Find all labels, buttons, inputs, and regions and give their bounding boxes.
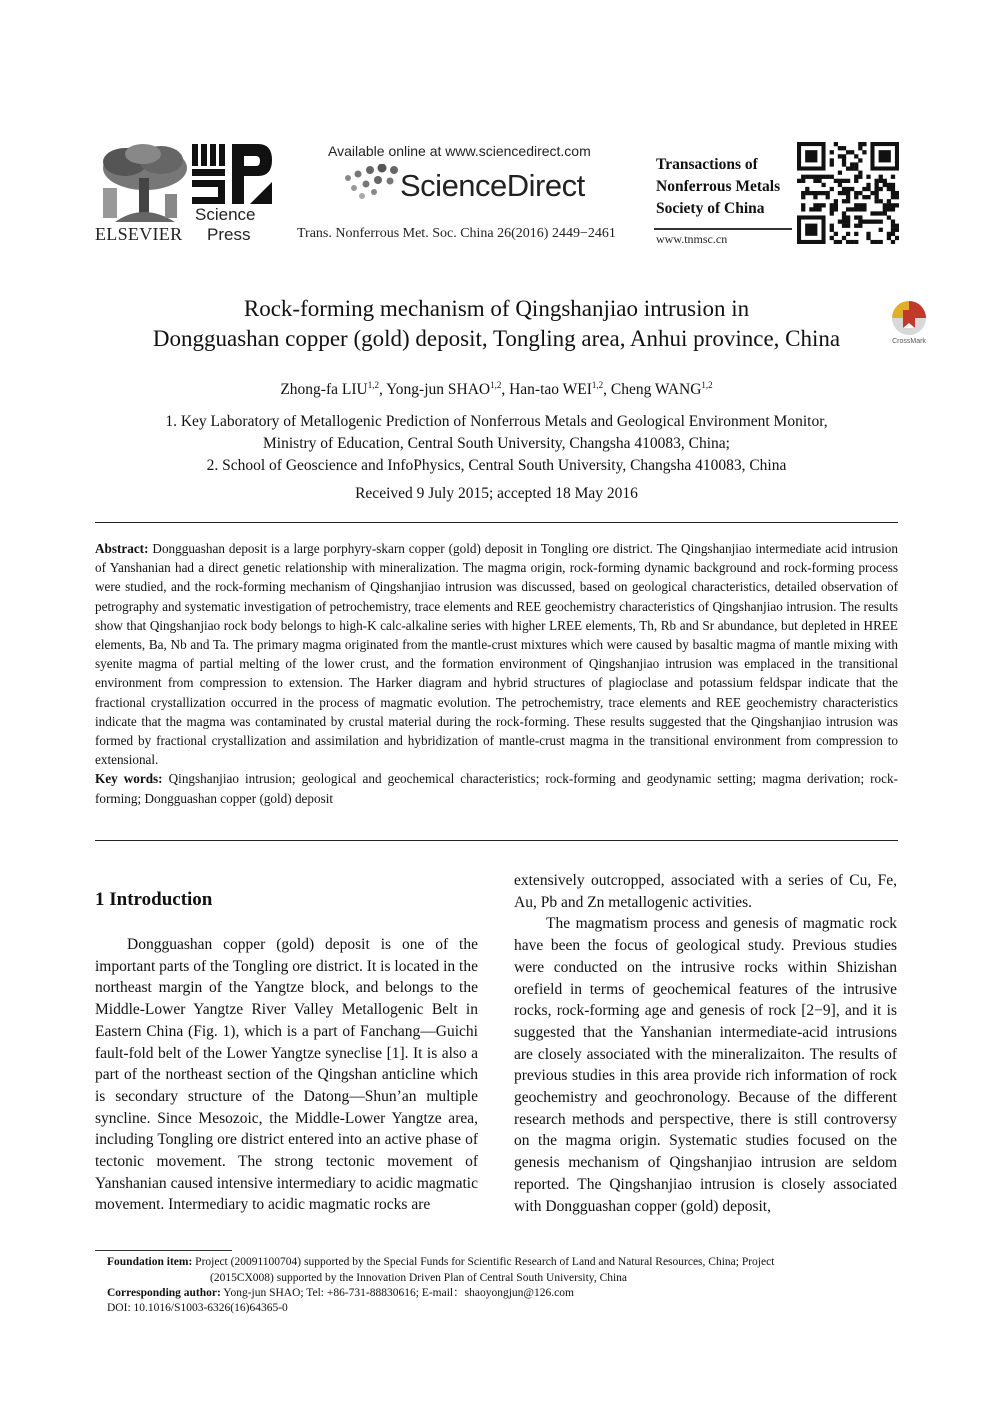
journal-title-line-3: Society of China [656, 200, 765, 217]
article-title [95, 294, 898, 354]
author-affiliation-mark: 1,2 [701, 380, 713, 390]
crossmark-icon [886, 298, 932, 338]
doi-footnote: DOI: 10.1016/S1003-6326(16)64365-0 [107, 1302, 288, 1314]
keywords-paragraph [95, 769, 898, 807]
keywords-text: Qingshanjiao intrusion; geological and geochemical characteristics; rock-forming and geodynamic setting; magma derivation; rock-forming; Dongguashan copper (gold) deposit [95, 771, 898, 806]
journal-reference: Trans. Nonferrous Met. Soc. China 26(2016) 2449−2461 [297, 226, 616, 241]
foundation-text-2: (2015CX008) supported by the Innovation Driven Plan of Central South University, China [210, 1271, 628, 1284]
author-affiliation-mark: 1,2 [367, 380, 379, 390]
author-name: Cheng WANG [610, 381, 702, 398]
available-online-text: Available online at www.sciencedirect.com [328, 143, 591, 159]
journal-title-line-2: Nonferrous Metals [656, 178, 781, 195]
received-dates: Received 9 July 2015; accepted 18 May 2016 [355, 485, 638, 502]
section-heading-introduction: 1 Introduction [95, 889, 213, 910]
author-affiliation-mark: 1,2 [591, 380, 604, 390]
sciencedirect-dots-icon [342, 164, 404, 202]
journal-title-line-1: Transactions of [656, 156, 758, 173]
science-press-word-2: Press [207, 225, 251, 244]
right-column [514, 870, 897, 1217]
corresponding-label: Corresponding author: [107, 1287, 221, 1299]
crossmark-label: CrossMark [892, 338, 926, 345]
abstract-bottom-rule [95, 840, 898, 841]
author-name: Zhong-fa LIU [280, 381, 368, 398]
article-title-line-1: Rock-forming mechanism of Qingshanjiao intrusion in [243, 296, 750, 321]
foundation-footnote [107, 1255, 898, 1286]
keywords-label: Key words: [95, 771, 163, 787]
crossmark-badge[interactable] [886, 298, 932, 350]
foundation-text-1: Project (20091100704) supported by the Special Funds for Scientific Research of Land and Natural Resources, China; Project [195, 1256, 775, 1268]
journal-title [656, 154, 796, 220]
journal-title-rule [654, 228, 792, 230]
abstract-paragraph [95, 539, 898, 769]
affiliation-line-3: 2. School of Geoscience and InfoPhysics, Central South University, Changsha 410083, China [206, 457, 787, 474]
abstract-top-rule [95, 522, 898, 523]
journal-header [95, 138, 898, 250]
science-press-word-1: Science [195, 205, 256, 224]
sciencedirect-wordmark: ScienceDirect [400, 168, 585, 203]
author-name: Han-tao WEI [509, 381, 592, 398]
left-column [95, 934, 478, 1216]
corresponding-author-footnote [107, 1286, 898, 1302]
author-list: Zhong-fa LIU$^{1,2}$, Yong-jun SHAO$^{1,2}$, Han-tao WEI$^{1,2}$, Cheng WANG$^{1,2}$ [280, 380, 713, 398]
abstract-block [95, 539, 898, 808]
abstract-text: Dongguashan deposit is a large porphyry-skarn copper (gold) deposit in Tongling ore district. The Qingshanjiao intermediate acid intrusion of Yanshanian had a direct genetic relationship with mineralization. The magma origin, rock-forming dynamic background and rock-forming process were studied, and the rock-forming mechanism of Qingshanjiao intrusion was discussed, based on geological characteristics, detailed observation of petrography and systematic investigation of petrochemistry, trace elements and REE geochemistry characteristics of Qingshanjiao intrusion. The results show that Qingshanjiao rock body belongs to high-K calc-alkaline series with higher LREE elements, Th, Rb and Sr abundance, but depleted in HREE elements, Ba, Nb and Ta. The primary magma originated from the mantle-crust mixtures which were caused by basaltic magma of mantle mixing with syenite magma of partial melting of the lower crust, and the formation environment of Qingshanjiao intrusion was emplaced in the transitional environment from compression to extension. The Harker diagram and hybrid structures of plagioclase and potassium feldspar indicate that the fractional crystallization occurred in the process of magmatic evolution. The petrochemistry, trace elements and REE geochemistry characteristics indicate that the magma was contaminated by crustal material during the rock-forming. These results suggested that the Qingshanjiao intrusion was formed by fractional crystallization and assimilation and hybridization of mantle-crust magma in the transitional environment from compression to extensional. [95, 541, 898, 768]
corresponding-text: Yong-jun SHAO; Tel: +86-731-88830616; E-mail：shaoyongjun@126.com [223, 1287, 574, 1299]
affiliation-line-2: Ministry of Education, Central South University, Changsha 410083, China; [263, 435, 730, 452]
affiliation-line-1: 1. Key Laboratory of Metallogenic Prediction of Nonferrous Metals and Geological Environment Monitor, [165, 413, 828, 430]
body-paragraph: The magmatism process and genesis of magmatic rock have been the focus of geological study. Previous studies were conducted on the intrusive rocks within Shizishan orefield in terms of geochemical features of the intrusive rocks, rock-forming age and genesis of rock [2−9], and it is suggested that the Yanshanian intermediate-acid intrusions are closely associated with the mineralizaiton. The results of previous studies in this area provide rich information of rock geochemistry and geochronology. Because of the different research methods and perspective, there is still controversy on the magma origin. Systematic studies focused on the genesis mechanism of Qingshanjiao intrusion are seldom reported. The Qingshanjiao intrusion is closely associated with Dongguashan copper (gold) deposit, [514, 915, 897, 1215]
article-title-line-2: Dongguashan copper (gold) deposit, Tongling area, Anhui province, China [152, 326, 841, 351]
body-paragraph: Dongguashan copper (gold) deposit is one of the important parts of the Tongling ore district. It is located in the northeast margin of the Yangtze block, and belongs to the Middle-Lower Yangtze River Valley Metallogenic Belt in Eastern China (Fig. 1), which is a part of Fanchang—Guichi fault-fold belt of the Lower Yangtze syneclise [1]. It is also a part of the northeast section of the Qingshan anticline which is secondary structure of the Datong—Shun’an multiple syncline. Since Mesozoic, the Middle-Lower Yangtze area, including Tongling ore district entered into an active phase of tectonic movement. The strong tectonic movement of Yanshanian caused intensive intermediary to acidic magmatic movement. Intermediary to acidic magmatic rocks are [95, 936, 478, 1214]
elsevier-wordmark: ELSEVIER [95, 224, 183, 244]
qr-code-icon [797, 142, 899, 244]
footnote-rule [95, 1250, 232, 1251]
author-affiliation-mark: 1,2 [490, 380, 502, 390]
abstract-label: Abstract: [95, 541, 149, 556]
body-paragraph: extensively outcropped, associated with a series of Cu, Fe, Au, Pb and Zn metallogenic activities. [514, 872, 897, 911]
affiliations [95, 411, 898, 477]
journal-url: www.tnmsc.cn [656, 232, 728, 246]
author-name: Yong-jun SHAO [386, 381, 491, 398]
foundation-label: Foundation item: [107, 1256, 193, 1268]
